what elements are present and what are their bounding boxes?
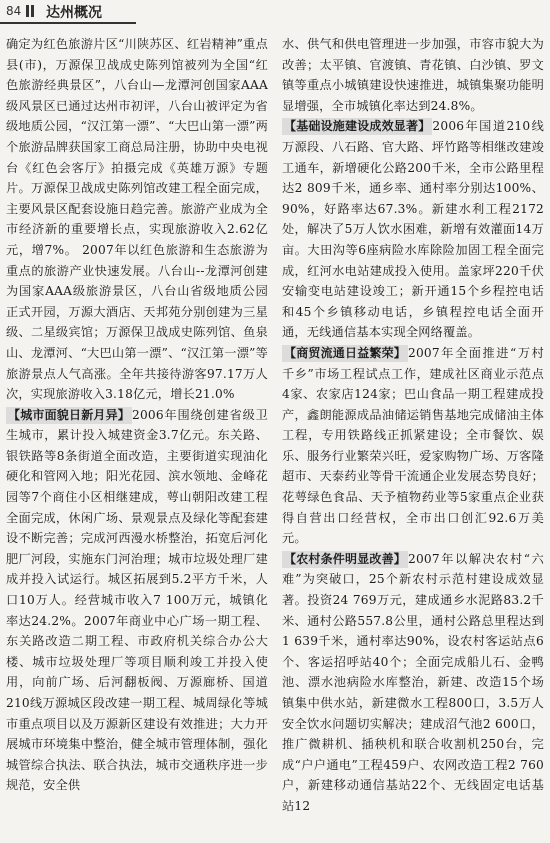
left-column: [6, 34, 268, 796]
section-commerce: [282, 343, 544, 549]
section-heading-infrastructure: 【基础设施建设成效显著】: [284, 119, 431, 134]
paragraph-city: 2006年围绕创建省级卫生城市，累计投入城建资金3.7亿元。东关路、银铁路等8条街道全面改造，主要街道实现油化硬化和管网入地；阳光花园、滨水领地、金峰花园等7个商住小区相继建成，萼山朝阳改建工程全面完成，休闲广场、景观景点及绿化等配套建设不断完善；完成河西漫水桥整治，拓宽后河化肥厂河段，实施东门河治理；城市垃圾处理厂建成并投入试运行。城区拓展到5.2平方千米，人口10万人。经营城市收入7 100万元，城镇化率达24.2%。2007年商业中心广场一期工程、东关路改造二期工程、市政府机关综合办公大楼、城市垃圾处理厂等项目顺利竣工并投入使用，向前广场、后河翻板阀、万源廊桥、国道210线万源城区段改建一期工程、城周绿化等城市重点项目以及万源新区建设有效推进；大力开展城市环境集中整治，健全城市管理体制，强化城管综合执法、联合执法，城市交通秩序进一步规范，安全供: [6, 407, 268, 793]
running-title: 达州概况: [46, 5, 102, 21]
section-heading-city: 【城市面貌日新月异】: [8, 407, 131, 422]
paragraph-city-continued: 水、供气和供电管理进一步加强，市容市貌大为改善；太平镇、官渡镇、青花镇、白沙镇、罗文镇等重点小城镇建设快速推进，城镇集聚功能明显增强，全市城镇化率达到24.8%。: [282, 37, 544, 113]
paragraph-infrastructure: 2006年国道210线万源段、八石路、官大路、坪竹路等相继改建竣工通车，新增硬化公路200千米，全市公路里程达2 809千米，通乡率、通村率分别达100%、90%，好路率达67.3%。新建水利工程2172处，解决了5万人饮水困难，新增有效灌面14万亩。大田沟等6座病险水库除险加固工程全面完成，红河水电站建成投入使用。盖家坪220千伏安输变电站建设竣工；新开通15个乡程控电话和45个乡镇移动电话，乡镇程控电话全面开通，无线通信基本实现全网络覆盖。: [282, 119, 544, 340]
section-city-appearance: [6, 405, 268, 796]
paragraph-rural: 2007年以解决农村“六难”为突破口，25个新农村示范村建设成效显著。投资24 769万元，建成通乡水泥路83.2千米、通村公路557.8公里，通村公路总里程达到1 639千米，通村率达90%，设农村客运站点6个、客运招呼站40个；全面完成船儿石、金鸭池、漂水池病险水库整治，新建、改造15个场镇集中供水站，新建微水工程800口，3.5万人安全饮水问题切实解决；建成沼气池2 600口，推广微耕机、插秧机和联合收割机250台，完成“户户通电”工程459户、农网改造工程2 760户，新建移动通信基站22个、无线固定电话基站12: [282, 551, 544, 813]
header-ornament: [26, 5, 34, 17]
paragraph-commerce: 2007年全面推进“万村千乡”市场工程试点工作，建成社区商业示范点4家、农家店124家；巴山食品一期工程建成投产，鑫朗能源成品油储运销售基地完成储油主体工程，专用铁路线正抓紧建设；全市餐饮、娱乐、服务行业繁荣兴旺，爱家购物广场、万客隆超市、天泰药业等骨干流通企业发展态势良好；花萼绿色食品、天予植物药业等5家重点企业获得自营出口经营权，全市出口创汇92.6万美元。: [282, 345, 544, 546]
right-column: [282, 34, 544, 817]
section-heading-commerce: 【商贸流通日益繁荣】: [284, 345, 407, 360]
section-heading-rural: 【农村条件明显改善】: [284, 551, 407, 566]
section-rural: [282, 549, 544, 817]
page-number: 84: [6, 4, 22, 18]
paragraph-tourism-continued: 确定为红色旅游片区“川陕苏区、红岩精神”重点县(市)，万源保卫战成史陈列馆被列为全国“红色旅游经典景区”，八台山—龙潭河创国家AAA级风景区已通过达州市初评，八台山被评定为省级地质公园，“汉江第一漂”、“大巴山第一漂”两个旅游品牌获国家工商总局注册，协助中央电视台《红色会客厅》拍摄完成《英雄万源》专题片。万源保卫战成史陈列馆改建工程全面完成，主要风景区配套设施日趋完善。旅游产业成为全市经济新的重要增长点，实现旅游收入2.62亿元，增7%。 2007年以红色旅游和生态旅游为重点的旅游产业快速发展。八台山--龙潭河创建为国家AAA级旅游景区，八台山省级地质公园正式开园，万源大酒店、天邦苑分别创建为三星级、二星级宾馆；万源保卫战成史陈列馆、鱼泉山、龙潭河、“大巴山第一漂”、“汉江第一漂”等旅游景点人气高涨。全年共接待游客97.17万人次，实现旅游收入3.18亿元，增长21.0%: [6, 37, 268, 402]
header-rule: [0, 22, 136, 24]
page-header: [0, 0, 550, 26]
section-infrastructure: [282, 116, 544, 343]
